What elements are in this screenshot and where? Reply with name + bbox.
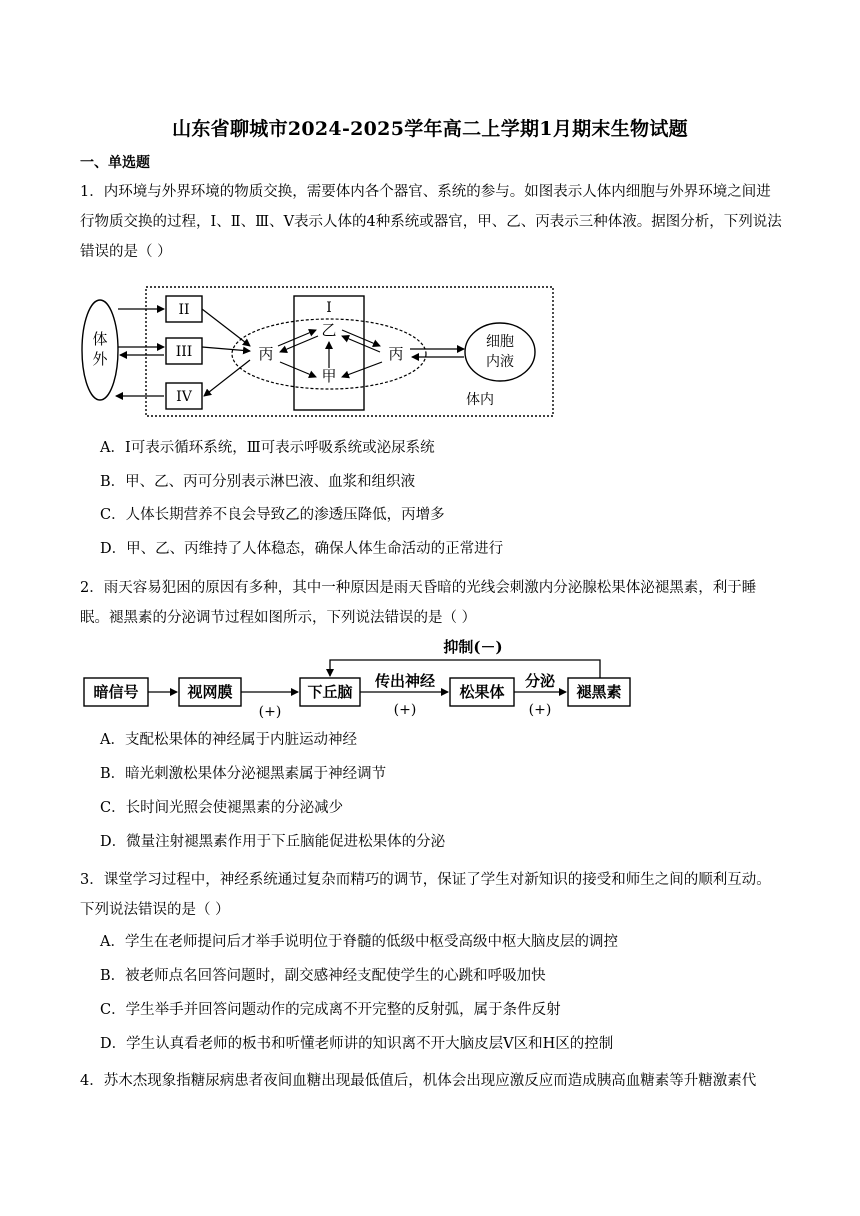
outside-label: 外	[92, 350, 108, 368]
svg-text:细胞: 细胞	[486, 334, 514, 350]
fluid-bing-right: 丙	[388, 345, 404, 363]
svg-text:视网膜: 视网膜	[187, 683, 233, 701]
fluid-yi: 乙	[321, 321, 337, 339]
secrete-label: 分泌	[524, 672, 556, 690]
figure-1-body-fluid-diagram	[80, 282, 560, 422]
question-2-option-c: C．长时间光照会使褪黑素的分泌减少	[100, 800, 344, 816]
svg-text:III: III	[175, 344, 193, 360]
question-1-option-a: A．I可表示循环系统，Ⅲ可表示呼吸系统或泌尿系统	[100, 440, 435, 456]
question-2-option-a: A．支配松果体的神经属于内脏运动神经	[100, 732, 357, 748]
svg-text:下丘脑: 下丘脑	[307, 683, 353, 701]
svg-text:暗信号: 暗信号	[93, 683, 139, 701]
svg-text:松果体: 松果体	[459, 683, 505, 701]
efferent-nerve-label: 传出神经	[374, 672, 436, 690]
plus-label: (+)	[258, 704, 282, 720]
svg-text:I: I	[326, 300, 332, 316]
question-1-option-d: D．甲、乙、丙维持了人体稳态，确保人体生命活动的正常进行	[100, 541, 504, 557]
inside-label: 体内	[466, 392, 494, 408]
question-3-option-d: D．学生认真看老师的板书和听懂老师讲的知识离不开大脑皮层V区和H区的控制	[100, 1036, 614, 1052]
question-2-stem: 2．雨天容易犯困的原因有多种，其中一种原因是雨天昏暗的光线会刺激内分泌腺松果体泌褪黑素，利于睡眠。褪黑素的分泌调节过程如图所示，下列说法错误的是（ ）	[80, 580, 757, 626]
plus-label: (+)	[528, 702, 552, 718]
question-1-option-b: B．甲、乙、丙可分别表示淋巴液、血浆和组织液	[100, 474, 416, 490]
svg-text:褪黑素: 褪黑素	[576, 683, 622, 701]
svg-text:II: II	[178, 302, 190, 318]
question-4-stem: 4．苏木杰现象指糖尿病患者夜间血糖出现最低值后，机体会出现应激反应而造成胰高血糖素等升糖激素代	[80, 1073, 757, 1089]
fluid-bing-left: 丙	[258, 345, 274, 363]
outside-label: 体	[92, 330, 108, 348]
question-1-stem: 1．内环境与外界环境的物质交换，需要体内各个器官、系统的参与。如图表示人体内细胞与外界环境之间进行物质交换的过程，I、Ⅱ、Ⅲ、V表示人体的4种系统或器官，甲、乙、丙表示三种体液。据图分析，下列说法错误的是（ ）	[80, 184, 782, 260]
question-3-option-b: B．被老师点名回答问题时，副交感神经支配使学生的心跳和呼吸加快	[100, 968, 546, 984]
question-3-stem: 3．课堂学习过程中，神经系统通过复杂而精巧的调节，保证了学生对新知识的接受和师生之间的顺利互动。下列说法错误的是（ ）	[80, 872, 771, 918]
svg-text:内液: 内液	[486, 354, 514, 370]
question-1-option-c: C．人体长期营养不良会导致乙的渗透压降低，丙增多	[100, 507, 445, 523]
question-2-option-b: B．暗光刺激松果体分泌褪黑素属于神经调节	[100, 766, 387, 782]
feedback-label: 抑制(－)	[443, 638, 503, 656]
question-2-option-d: D．微量注射褪黑素作用于下丘脑能促进松果体的分泌	[100, 834, 446, 850]
question-3-option-a: A．学生在老师提问后才举手说明位于脊髓的低级中枢受高级中枢大脑皮层的调控	[100, 934, 618, 950]
plus-label: (+)	[393, 702, 417, 718]
fluid-jia: 甲	[321, 367, 337, 385]
section-heading: 一、单选题	[80, 155, 150, 171]
question-3-option-c: C．学生举手并回答问题动作的完成离不开完整的反射弧，属于条件反射	[100, 1002, 561, 1018]
figure-2-melatonin-regulation-diagram	[80, 634, 640, 720]
intracellular-fluid-ellipse	[465, 323, 535, 381]
svg-text:IV: IV	[176, 389, 192, 405]
page-title: 山东省聊城市2024-2025学年高二上学期1月期末生物试题	[172, 118, 688, 140]
